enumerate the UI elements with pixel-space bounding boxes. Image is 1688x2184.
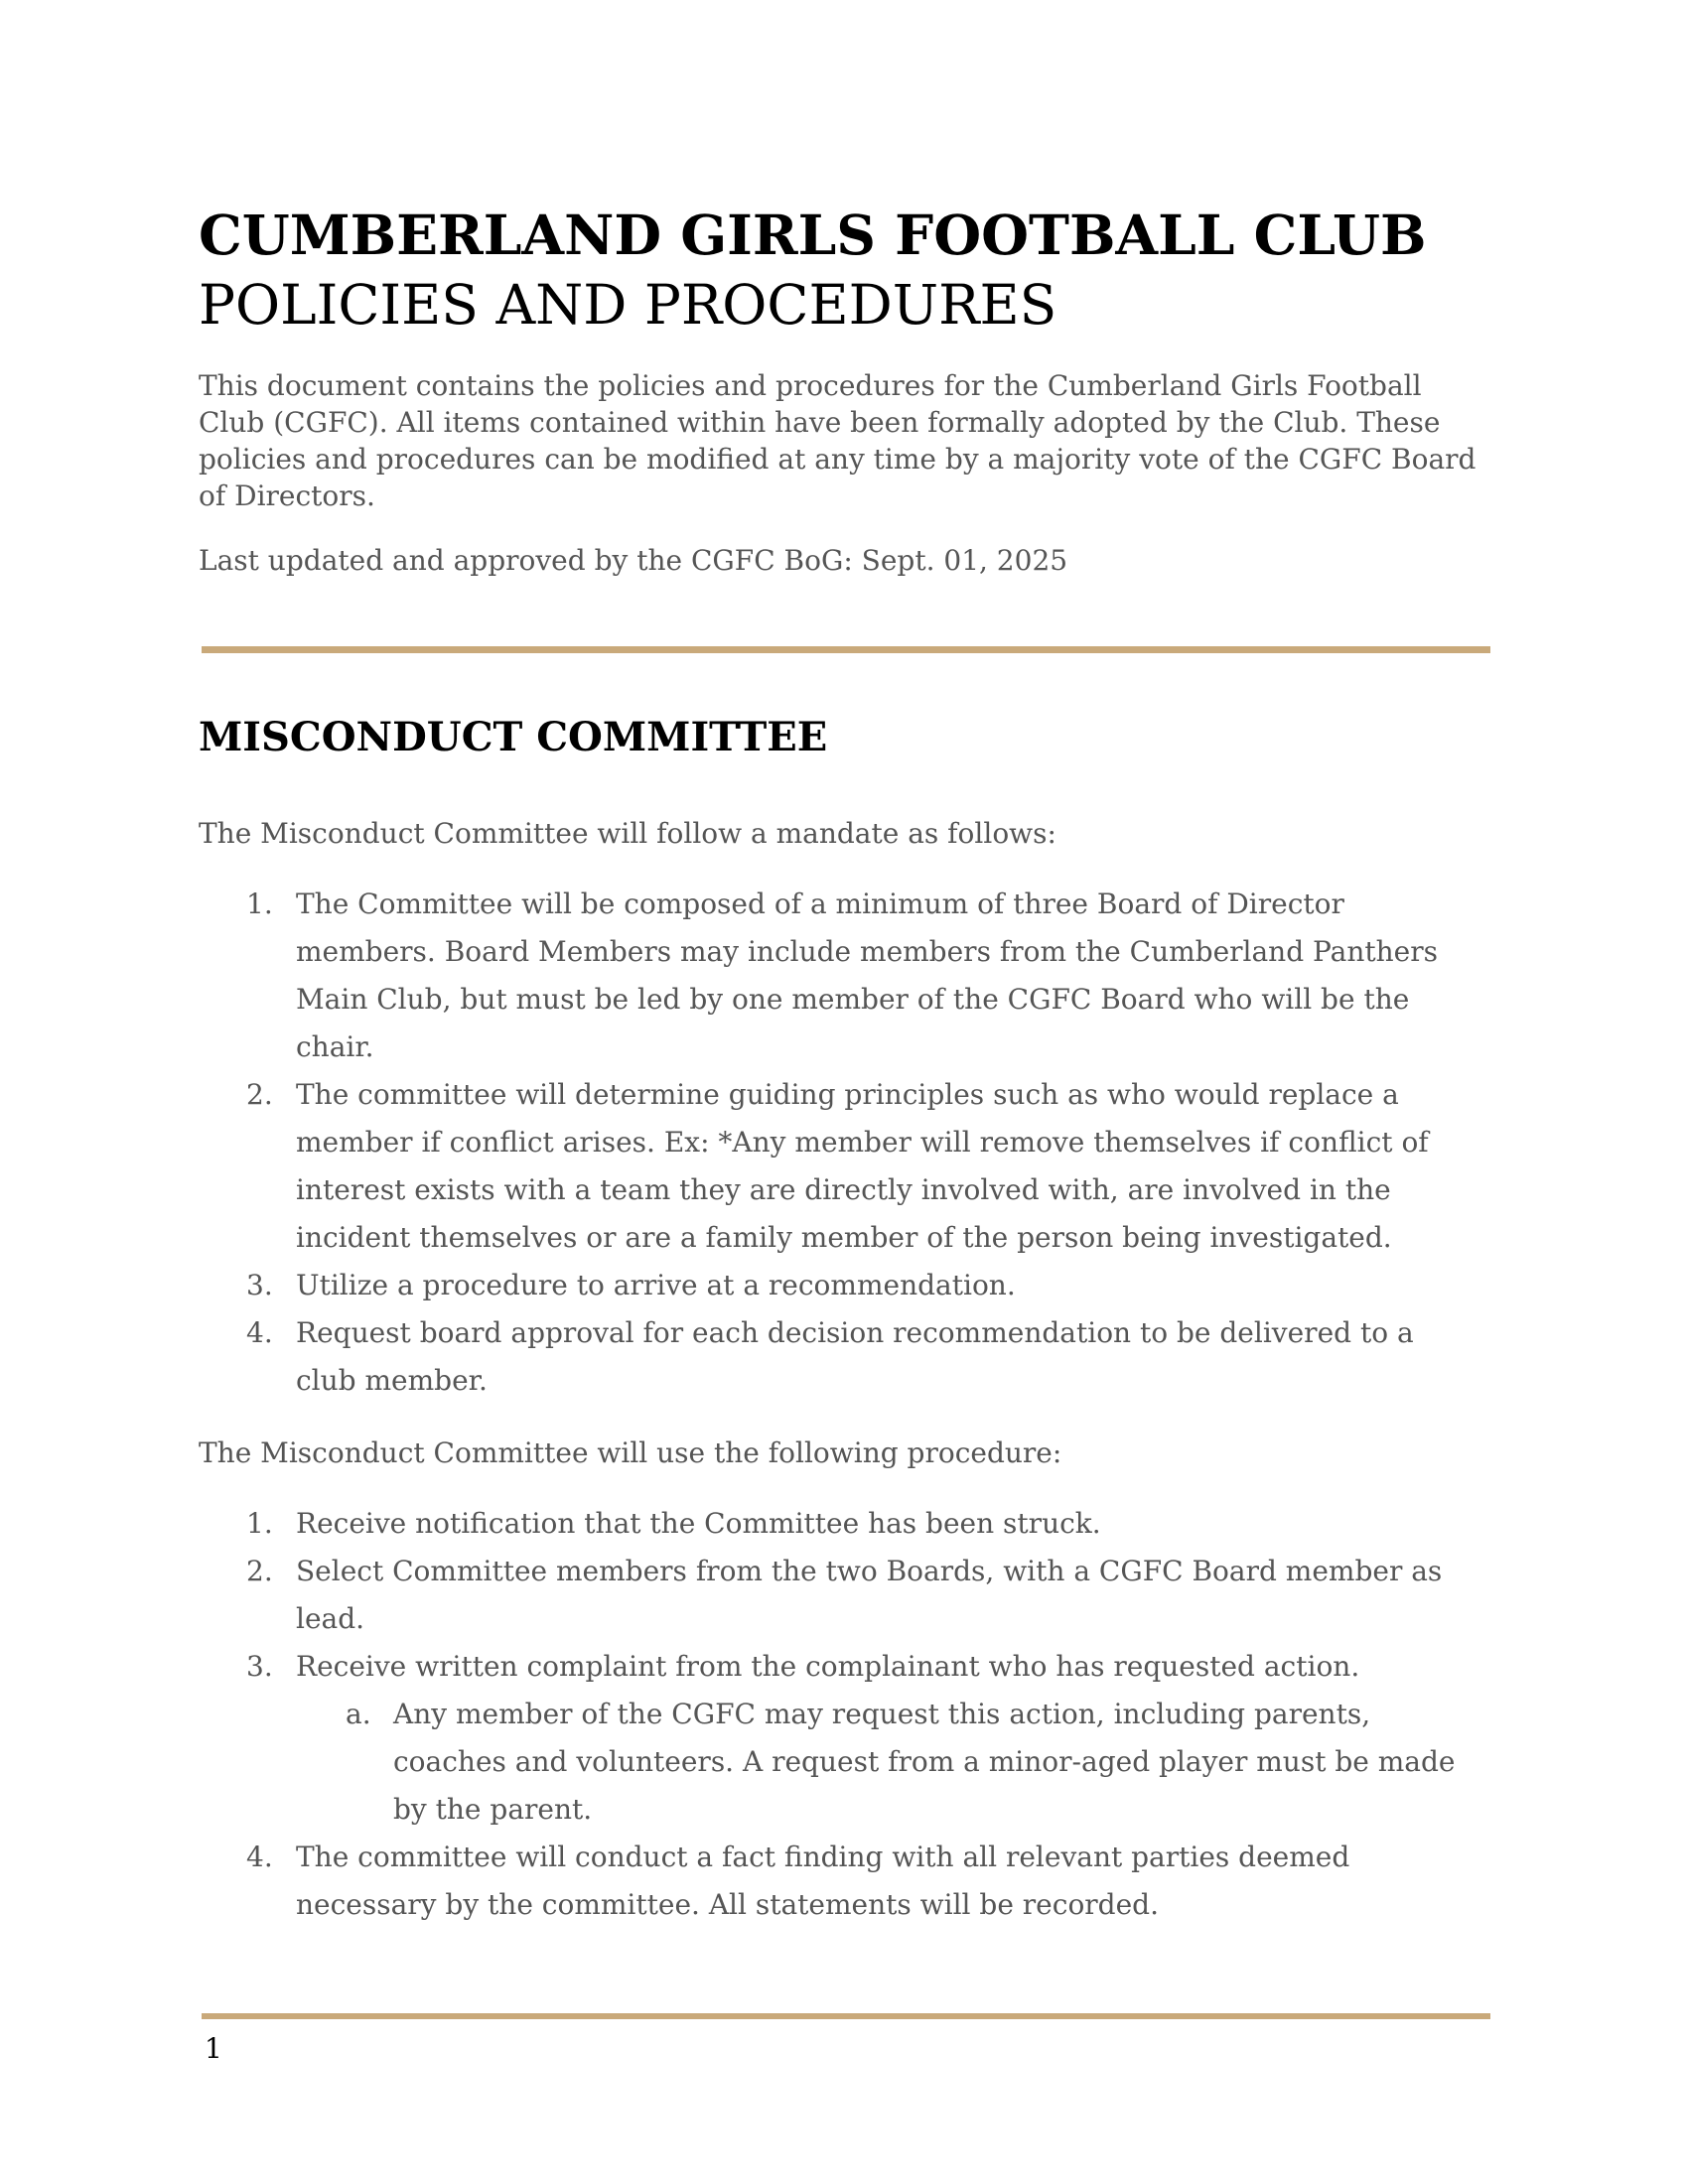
list-line: Main Club, but must be led by one member of the CGFC Board who will be the [296, 983, 1410, 1016]
list-item [199, 1262, 1489, 1309]
list-line: Any member of the CGFC may request this action, including parents, [393, 1698, 1371, 1730]
list-line: members. Board Members may include members from the Cumberland Panthers [296, 935, 1438, 968]
list-number: 1. [246, 1507, 273, 1540]
list-number: 2. [246, 1555, 273, 1587]
list-item [199, 1834, 1489, 1929]
list-line: Utilize a procedure to arrive at a recommendation. [296, 1269, 1016, 1301]
list-number: 3. [246, 1650, 273, 1683]
list-line: coaches and volunteers. A request from a minor-aged player must be made [393, 1745, 1456, 1778]
page-number: 1 [205, 2032, 222, 2065]
list-item [199, 1309, 1489, 1405]
list-number: 4. [246, 1316, 273, 1349]
section-heading: MISCONDUCT COMMITTEE [199, 714, 828, 760]
list-line: chair. [296, 1030, 374, 1063]
list-line: The committee will determine guiding principles such as who would replace a [296, 1078, 1399, 1111]
list-line: Request board approval for each decision recommendation to be delivered to a [296, 1316, 1414, 1349]
list-line: necessary by the committee. All statements will be recorded. [296, 1888, 1159, 1921]
list-line: interest exists with a team they are directly involved with, are involved in the [296, 1173, 1391, 1206]
list-item [199, 1643, 1489, 1834]
list-number: 4. [246, 1841, 273, 1873]
procedure-intro: The Misconduct Committee will use the following procedure: [199, 1436, 1062, 1469]
sub-list-letter: a. [346, 1698, 371, 1730]
sub-list [296, 1691, 1489, 1834]
list-item [199, 1071, 1489, 1262]
document-title: CUMBERLAND GIRLS FOOTBALL CLUB [199, 203, 1427, 267]
list-line: member if conflict arises. Ex: *Any member will remove themselves if conflict of [296, 1126, 1429, 1159]
list-line: Receive notification that the Committee has been struck. [296, 1507, 1101, 1540]
sub-list-item [296, 1691, 1489, 1834]
list-line: incident themselves or are a family member of the person being investigated. [296, 1221, 1392, 1254]
list-line: lead. [296, 1602, 365, 1635]
mandate-list [199, 881, 1489, 1405]
list-item [199, 881, 1489, 1071]
document-subtitle: POLICIES AND PROCEDURES [199, 273, 1057, 337]
list-item [199, 1548, 1489, 1643]
list-line: by the parent. [393, 1793, 593, 1826]
last-updated-text: Last updated and approved by the CGFC BoG: Sept. 01, 2025 [199, 544, 1068, 577]
list-number: 1. [246, 887, 273, 920]
list-number: 3. [246, 1269, 273, 1301]
top-divider [202, 646, 1490, 653]
intro-paragraph: This document contains the policies and procedures for the Cumberland Girls Football Club (CGFC). All items contained within have been formally adopted by the Club. These policies and procedures can be modified at any time by a majority vote of the CGFC Board of Directors. [199, 369, 1477, 512]
list-line: The Committee will be composed of a minimum of three Board of Director [296, 887, 1344, 920]
procedure-list [199, 1500, 1489, 1929]
list-item [199, 1500, 1489, 1548]
list-line: The committee will conduct a fact finding with all relevant parties deemed [296, 1841, 1350, 1873]
list-line: Receive written complaint from the complainant who has requested action. [296, 1650, 1360, 1683]
list-number: 2. [246, 1078, 273, 1111]
list-line: club member. [296, 1364, 488, 1397]
mandate-intro: The Misconduct Committee will follow a mandate as follows: [199, 817, 1056, 850]
list-line: Select Committee members from the two Boards, with a CGFC Board member as [296, 1555, 1443, 1587]
bottom-divider [202, 2013, 1490, 2019]
